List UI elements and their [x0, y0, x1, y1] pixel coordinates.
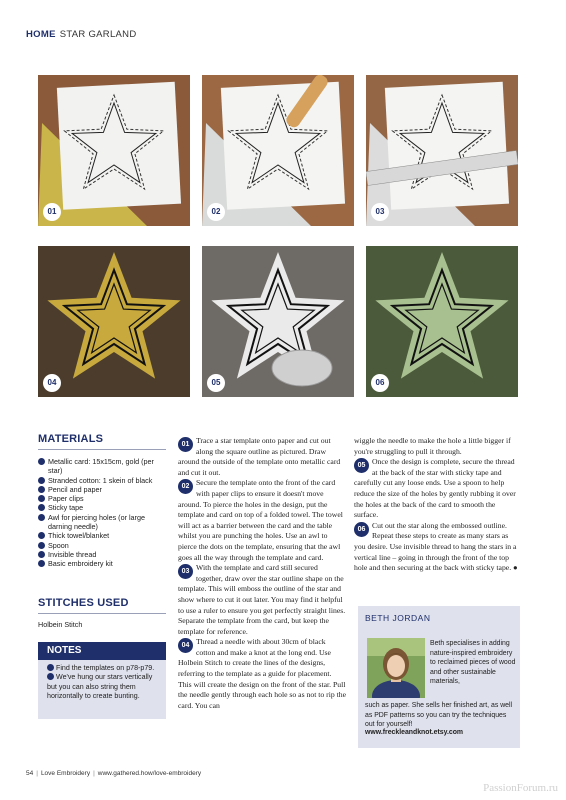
materials-item: Stranded cotton: 1 skein of black [38, 476, 163, 485]
step-05: 05 Once the design is complete, secure the thread at the back of the star with sticky tape and carefully cut any loose ends. Use a spoon to help reduce the size of the holes by gently rubbing it over the holes at the back of the card to smooth the surface. [354, 457, 516, 520]
needle-icon [38, 504, 45, 511]
needle-icon [38, 551, 45, 558]
divider [38, 449, 166, 450]
author-bio-continued: such as paper. She sells her finished art, as well as PDF patterns so you can try the techniques out for yourself! [365, 702, 513, 729]
step-photo-05 [202, 246, 354, 397]
step-photo-01 [38, 75, 190, 226]
step-number: 04 [178, 638, 193, 653]
needle-icon [47, 673, 54, 680]
step-number: 01 [178, 437, 193, 452]
step-photo-03 [366, 75, 518, 226]
page-footer: 54 | Love Embroidery | www.gathered.how/love-embroidery [26, 770, 202, 777]
needle-icon [38, 514, 45, 521]
step-photo-06 [366, 246, 518, 397]
article-title: STAR GARLAND [59, 29, 137, 40]
photo-number: 03 [371, 203, 389, 221]
steps-column [178, 436, 346, 711]
photo-number: 05 [207, 374, 225, 392]
step-photo-04 [38, 246, 190, 397]
materials-title: MATERIALS [38, 433, 104, 445]
materials-item: Spoon [38, 541, 163, 550]
photo-number: 04 [43, 374, 61, 392]
note-item: Find the templates on p78-p79. [47, 664, 161, 673]
avatar [367, 638, 425, 698]
step-number: 03 [178, 564, 193, 579]
materials-item: Sticky tape [38, 503, 163, 512]
photo-number: 01 [43, 203, 61, 221]
page-number: 54 [26, 770, 34, 777]
needle-icon [38, 477, 45, 484]
step-number: 05 [354, 458, 369, 473]
step-01: 01 Trace a star template onto paper and cut out along the square outline as pictured. Draw around the outside of the template onto metallic card and cut it out. [178, 436, 341, 477]
magazine-name: Love Embroidery [40, 770, 91, 777]
materials-item: Metallic card: 15x15cm, gold (per star) [38, 457, 163, 476]
watermark: PassionForum.ru [483, 782, 558, 794]
materials-item: Invisible thread [38, 550, 163, 559]
section-label: HOME [26, 29, 56, 40]
materials-item: Thick towel/blanket [38, 531, 163, 540]
needle-icon [38, 486, 45, 493]
step-04: 04 Thread a needle with about 30cm of black cotton and make a knot at the long end. Use Holbein Stitch to create the lines of the designs, referring to the template as a guide for placement. This will create the design on the front of the star. Pull the needle gently through each hole so as not to rip the card. You can [178, 637, 347, 710]
photo-number: 02 [207, 203, 225, 221]
needle-icon [38, 532, 45, 539]
step-04-continued: wiggle the needle to make the hole a little bigger if you're struggling to pull it through. [354, 436, 511, 456]
notes-header [38, 642, 166, 660]
author-website-link[interactable]: www.freckleandknot.etsy.com [365, 729, 464, 736]
step-number: 02 [178, 479, 193, 494]
materials-item: Awl for piercing holes (or large darning needle) [38, 513, 163, 532]
needle-icon [38, 458, 45, 465]
step-03: 03 With the template and card still secured together, draw over the star outline shape on the template. This will emboss the outline of the star and show where to cut it out later. You may find it helpful to use a ruler to ensure you get perfectly straight lines. Separate the template from the card, but keep the template for reference. [178, 563, 346, 636]
needle-icon [38, 560, 45, 567]
author-name: BETH JORDAN [365, 613, 431, 623]
stitches-title: STITCHES USED [38, 597, 129, 609]
step-photo-02 [202, 75, 354, 226]
materials-list [38, 457, 163, 569]
note-item: We've hung our stars vertically but you can also string them horizontally to create bunting. [47, 673, 153, 700]
author-bio: Beth specialises in adding nature-inspired embroidery to reclaimed pieces of wood and other sustainable materials, [430, 640, 516, 686]
needle-icon [38, 542, 45, 549]
notes-box [38, 642, 166, 719]
photo-number: 06 [371, 374, 389, 392]
stitches-text: Holbein Stitch [38, 620, 83, 629]
materials-item: Paper clips [38, 494, 163, 503]
author-box [358, 606, 520, 748]
page-header [26, 29, 137, 40]
magazine-url[interactable]: www.gathered.how/love-embroidery [97, 770, 202, 777]
step-02: 02 Secure the template onto the front of the card with paper clips to ensure it doesn't move around. To pierce the holes in the design, put the template and card on top of a folded towel. The towel will act as a barrier between the card and the table whilst you are punching the holes. Use an awl to pierce the dots on the template, ensuring that the awl goes all the way through the template and card. [178, 478, 343, 562]
steps-column-right [354, 436, 520, 574]
needle-icon [38, 495, 45, 502]
notes-title: NOTES [47, 645, 82, 656]
materials-item: Pencil and paper [38, 485, 163, 494]
notes-body [47, 664, 161, 701]
divider [38, 613, 166, 614]
materials-item: Basic embroidery kit [38, 559, 163, 568]
step-number: 06 [354, 522, 369, 537]
needle-icon [47, 664, 54, 671]
step-06: 06 Cut out the star along the embossed outline. Repeat these steps to create as many stars as you desire. Use invisible thread to hang the stars in a vertical line – going in through the front of the top hole and then securing at the back with sticky tape. ● [354, 520, 518, 573]
